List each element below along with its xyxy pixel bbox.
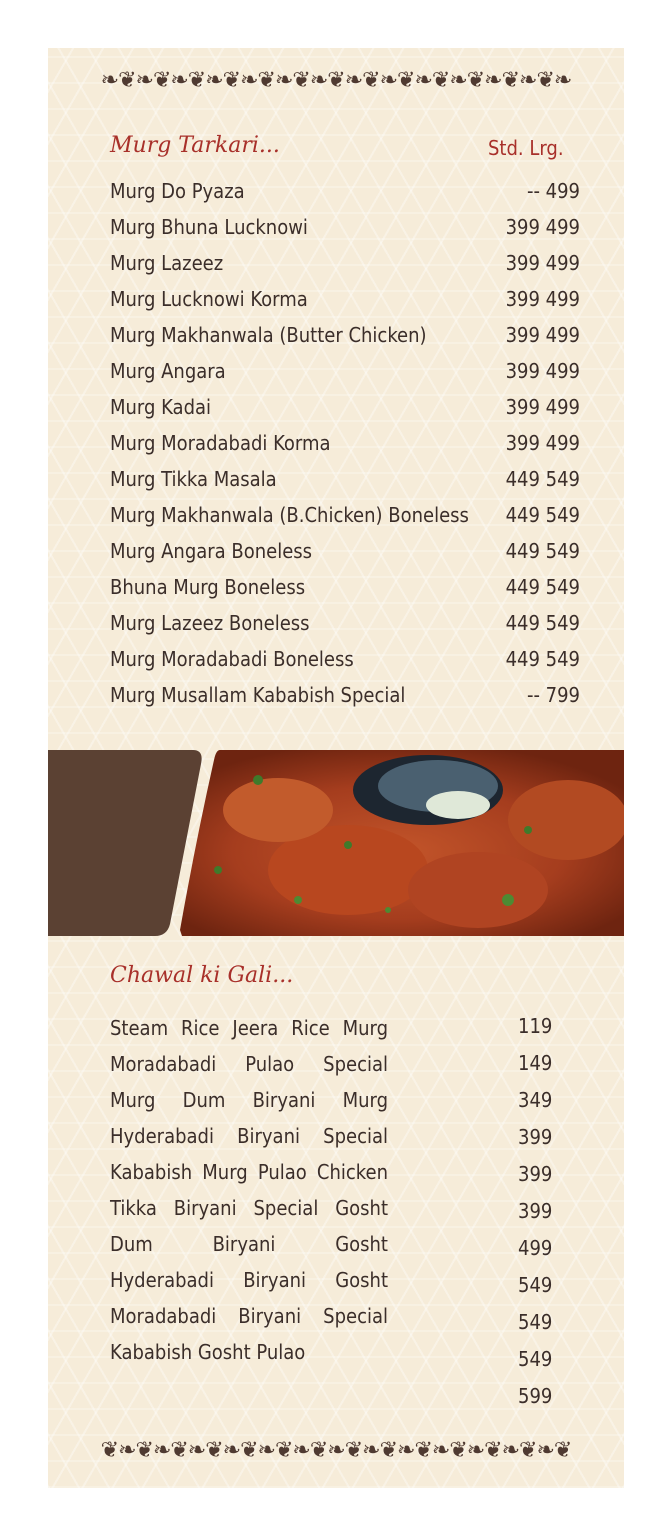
item-price: 449 549: [505, 503, 580, 527]
item-name: Murg Do Pyaza: [110, 179, 245, 203]
menu-item: [110, 500, 580, 530]
section-title-chawal: Chawal ki Gali...: [110, 963, 294, 988]
item-name: Murg Makhanwala (Butter Chicken): [110, 323, 427, 347]
brown-panel: [48, 750, 202, 936]
rice-price: 399: [518, 1125, 553, 1149]
item-name: Murg Lucknowi Korma: [110, 287, 308, 311]
item-price: 399 499: [505, 323, 580, 347]
menu-item: [110, 392, 580, 422]
rice-price: 499: [518, 1236, 553, 1260]
item-price: 399 499: [505, 431, 580, 455]
item-name: Murg Moradabadi Korma: [110, 431, 331, 455]
item-price: 449 549: [505, 611, 580, 635]
item-price: 449 549: [505, 467, 580, 491]
menu-item: [110, 536, 580, 566]
item-price: 399 499: [505, 215, 580, 239]
section-title-murg: Murg Tarkari...: [110, 133, 280, 158]
menu-item: [110, 464, 580, 494]
rice-items-text: Steam Rice Jeera Rice Murg Moradabadi Pulao Special Murg Dum Biryani Murg Hyderabadi Biryani Special Kababish Murg Pulao Chicken Tikka Biryani Special Gosht Dum Biryani Gosht Hyderabadi Biryani Gosht Moradabadi Biryani Special Kababish Gosht Pulao: [110, 1016, 388, 1364]
item-name: Bhuna Murg Boneless: [110, 575, 306, 599]
item-price: -- 499: [526, 179, 580, 203]
rice-price: 599: [518, 1384, 553, 1408]
menu-item: [110, 284, 580, 314]
rice-price: 119: [518, 1014, 553, 1038]
menu-item: [110, 572, 580, 602]
item-name: Murg Moradabadi Boneless: [110, 647, 354, 671]
item-name: Murg Tikka Masala: [110, 467, 277, 491]
rice-price: 399: [518, 1199, 553, 1223]
item-name: Murg Kadai: [110, 395, 212, 419]
price-column-header: Std. Lrg.: [488, 136, 564, 160]
item-name: Murg Bhuna Lucknowi: [110, 215, 308, 239]
item-name: Murg Makhanwala (B.Chicken) Boneless: [110, 503, 469, 527]
rice-price: 149: [518, 1051, 553, 1075]
menu-item: [110, 320, 580, 350]
curry-dish-image: [48, 750, 624, 936]
rice-price: 549: [518, 1347, 553, 1371]
item-price: 449 549: [505, 539, 580, 563]
menu-item: [110, 644, 580, 674]
item-price: -- 799: [526, 683, 580, 707]
item-price: 399 499: [505, 359, 580, 383]
item-price: 399 499: [505, 395, 580, 419]
item-price: 399 499: [505, 251, 580, 275]
item-name: Murg Angara Boneless: [110, 539, 313, 563]
food-banner: [48, 750, 624, 936]
menu-item: [110, 680, 580, 710]
menu-item: [110, 176, 580, 206]
ornament-top-border: ❧❦❧❦❧❦❧❦❧❦❧❦❧❦❧❦❧❦❧❦❧❦❧❦❧❦❧: [100, 68, 572, 93]
menu-item: [110, 608, 580, 638]
menu-item: [110, 248, 580, 278]
rice-price: 349: [518, 1088, 553, 1112]
menu-item: [110, 356, 580, 386]
item-name: Murg Lazeez Boneless: [110, 611, 310, 635]
menu-card: [48, 48, 624, 1488]
menu-item: [110, 428, 580, 458]
rice-price: 549: [518, 1273, 553, 1297]
item-price: 399 499: [505, 287, 580, 311]
item-price: 449 549: [505, 575, 580, 599]
menu-item: [110, 212, 580, 242]
item-name: Murg Lazeez: [110, 251, 224, 275]
item-name: Murg Angara: [110, 359, 226, 383]
rice-price: 549: [518, 1310, 553, 1334]
item-price: 449 549: [505, 647, 580, 671]
ornament-bottom-border: ❦❧❦❧❦❧❦❧❦❧❦❧❦❧❦❧❦❧❦❧❦❧❦❧❦❧❦: [100, 1438, 572, 1463]
item-name: Murg Musallam Kababish Special: [110, 683, 406, 707]
rice-price: 399: [518, 1162, 553, 1186]
